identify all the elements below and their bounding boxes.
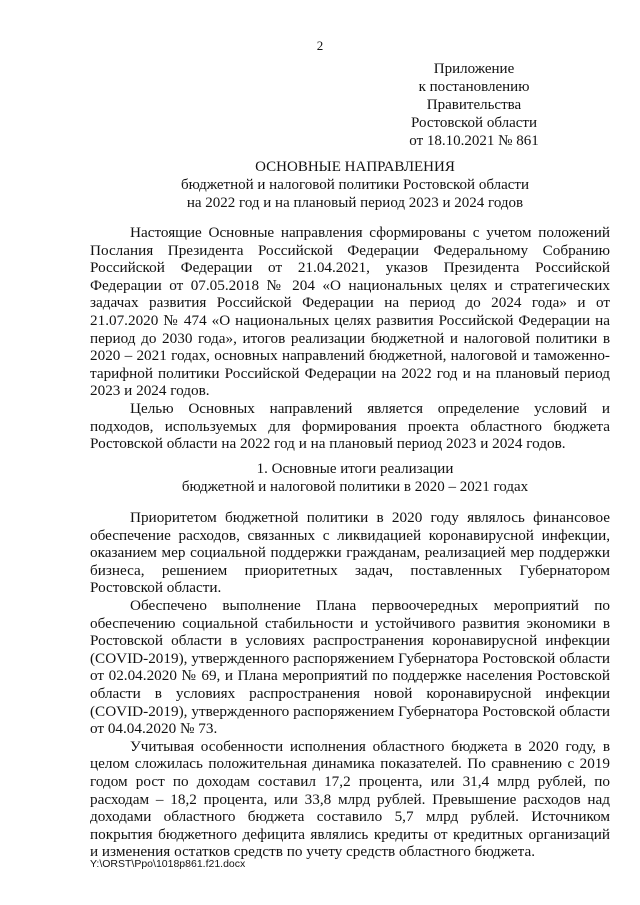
section-heading-line: 1. Основные итоги реализации — [256, 461, 454, 477]
appendix-line: Приложение — [433, 61, 515, 77]
paragraph: Обеспечено выполнение Плана первоочередных мероприятий по обеспечению социальной стабильности и устойчивого развития экономики в Ростовской области в условиях распространения коронавирусной инфекции (COVID-2019), утвержденного распоряжением Губернатора Ростовской области от 02.04.2020 № 69, и Плана мероприятий по поддержке населения Ростовской области в условиях распространения новой коронавирусной инфекции (COVID-2019), утвержденного распоряжением Губернатора Ростовской области от 04.04.2020 № 73. — [90, 596, 610, 738]
appendix-line: Правительства — [426, 97, 522, 113]
section-text — [90, 509, 610, 861]
document-title — [90, 158, 620, 212]
file-path-footer: Y:\ORST\Ppo\1018p861.f21.docx — [90, 858, 246, 870]
paragraph: Целью Основных направлений является определение условий и подходов, используемых для формирования проекта областного бюджета Ростовской области на 2022 год и на плановый период 2023 и 2024 годов. — [90, 399, 610, 453]
paragraph: Настоящие Основные направления сформированы с учетом положений Послания Президента Российской Федерации Федеральному Собранию Российской Федерации от 21.04.2021, указов Президента Российской Федерации от 07.05.2018 № 204 «О национальных целях и стратегических задачах развития Российской Федерации на период до 2024 года» и от 21.07.2020 № 474 «О национальных целях развития Российской Федерации на период до 2030 года», итогов реализации бюджетной и налоговой политики в 2020 – 2021 годах, основных направлений бюджетной, налоговой и таможенно-тарифной политики Российской Федерации на 2022 год и на плановый период 2023 и 2024 годов. — [90, 224, 610, 400]
title-main: ОСНОВНЫЕ НАПРАВЛЕНИЯ — [255, 159, 455, 175]
title-subtitle: бюджетной и налоговой политики Ростовской области — [181, 177, 529, 193]
appendix-line: к постановлению — [418, 79, 530, 95]
appendix-block — [374, 60, 574, 150]
paragraph: Учитывая особенности исполнения областного бюджета в 2020 году, в целом сложилась положительная динамика показателей. По сравнению с 2019 годом рост по доходам составил 17,2 процента, или 31,4 млрд рублей, по расходам – 18,2 процента, или 33,8 млрд рублей. Превышение расходов над доходами областного бюджета составило 5,7 млрд рублей. Источником покрытия бюджетного дефицита являлись кредиты от кредитных организаций и изменения остатков средств по учету средств областного бюджета. — [90, 737, 610, 861]
section-heading-line: бюджетной и налоговой политики в 2020 – 2021 годах — [181, 479, 529, 495]
section-heading — [90, 460, 620, 496]
page-number: 2 — [316, 38, 324, 53]
appendix-line: от 18.10.2021 № 861 — [409, 133, 539, 149]
appendix-line: Ростовской области — [411, 115, 537, 131]
intro-text — [90, 224, 610, 453]
paragraph: Приоритетом бюджетной политики в 2020 году являлось финансовое обеспечение расходов, связанных с ликвидацией коронавирусной инфекции, оказанием мер социальной поддержки гражданам, реализацией мер поддержки бизнеса, решением приоритетных задач, поставленных Губернатором Ростовской области. — [90, 509, 610, 597]
title-subtitle: на 2022 год и на плановый период 2023 и 2024 годов — [186, 195, 524, 211]
